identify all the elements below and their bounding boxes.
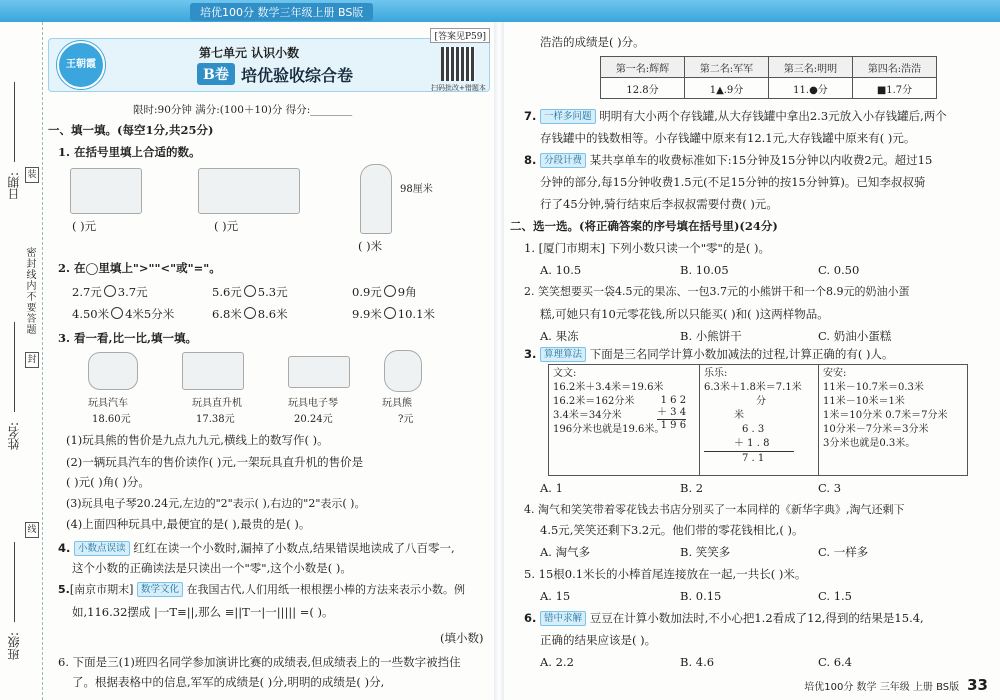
c2-text-2[interactable]: 糕,可她只有10元零花钱,所以只能买( )和( )这两样物品。 bbox=[540, 307, 829, 321]
q3-sub-2[interactable]: (2)一辆玩具汽车的售价读作( )元,一架玩具直升机的售价是 bbox=[66, 455, 364, 469]
date-line bbox=[14, 82, 16, 162]
q2-row1-b[interactable] bbox=[212, 284, 288, 300]
toy-name-4: 玩具熊 bbox=[382, 398, 412, 409]
calc-digit: ＋ 3 4 bbox=[657, 407, 687, 418]
c5-text[interactable]: 5. 15根0.1米长的小棒首尾连接放在一起,一共长( )米。 bbox=[524, 567, 807, 581]
calc-digit: 1 6 2 bbox=[660, 395, 687, 406]
table-header: 第四名:浩浩 bbox=[853, 57, 937, 78]
table-cell: 12.8分 bbox=[601, 78, 685, 99]
q4-text-2[interactable]: 这个小数的正确读法是只读出一个"零",这个小数是( )。 bbox=[72, 561, 352, 575]
header-caption: 培优100分 数学三年级上册 BS版 bbox=[190, 3, 373, 21]
q5-source: [南京市期末] bbox=[69, 583, 134, 596]
q7-text: 明明有大小两个存钱罐,从大存钱罐中拿出2.3元放入小存钱罐后,两个 bbox=[599, 109, 947, 123]
calc-line: 6 . 3 bbox=[742, 424, 765, 435]
calc-lele bbox=[700, 365, 818, 475]
toy-car-image bbox=[88, 352, 138, 390]
q8-number: 8. bbox=[524, 153, 537, 167]
toy-helicopter-image bbox=[182, 352, 244, 390]
toy-price-1: 18.60元 bbox=[92, 414, 131, 425]
c3-text: 下面是三名同学计算小数加减法的过程,计算正确的有( )人。 bbox=[589, 347, 894, 361]
cmp-left: 5.6元 bbox=[212, 285, 242, 299]
cmp-right: 8.6米 bbox=[257, 307, 288, 321]
calc-line: 1米＝10分米 0.7米＝7分米 bbox=[823, 410, 948, 421]
calc-digit: 1 9 6 bbox=[660, 420, 687, 431]
toy-price-2: 17.38元 bbox=[196, 414, 235, 425]
vertical-calc bbox=[657, 395, 686, 432]
q6-text: 6. 下面是三(1)班四名同学参加演讲比赛的成绩表,但成绩表上的一些数字被挡住 bbox=[58, 655, 461, 669]
cmp-left: 9.9米 bbox=[352, 307, 382, 321]
q5-number: 5. bbox=[58, 583, 70, 596]
footer-text: 培优100分 数学 三年级 上册 BS版 bbox=[804, 682, 960, 693]
qr-code-icon[interactable] bbox=[441, 47, 475, 81]
paper-title: 培优验收综合卷 bbox=[241, 66, 354, 85]
page-number: 33 bbox=[967, 676, 988, 694]
right-page bbox=[510, 26, 972, 696]
table-header: 第一名:辉辉 bbox=[601, 57, 685, 78]
cmp-right: 9角 bbox=[397, 285, 417, 299]
c2-opt-b[interactable]: B. 小熊饼干 bbox=[680, 329, 742, 343]
table-header: 第三名:明明 bbox=[769, 57, 853, 78]
q8 bbox=[524, 152, 932, 168]
q8-text-2: 分钟的部分,每15分钟收费1.5元(不足15分钟的按15分钟算)。已知李叔叔骑 bbox=[540, 175, 926, 189]
table-cell: 1▲.9分 bbox=[685, 78, 769, 99]
c1-opt-b[interactable]: B. 10.05 bbox=[680, 263, 729, 277]
calc-wenwen bbox=[549, 365, 699, 475]
score-table bbox=[600, 56, 937, 99]
q1-answer-2[interactable]: ( )元 bbox=[214, 219, 239, 233]
compare-circle[interactable] bbox=[384, 285, 396, 297]
c4-opt-a[interactable]: A. 淘气多 bbox=[540, 545, 591, 559]
calc-name: 乐乐: bbox=[704, 368, 728, 379]
calc-line: 6.3米＋1.8米＝7.1米 bbox=[704, 382, 802, 393]
compare-circle[interactable] bbox=[244, 285, 256, 297]
toy-bear-image bbox=[384, 350, 422, 392]
c3-opt-a[interactable]: A. 1 bbox=[540, 481, 563, 495]
class-label: 班级: bbox=[7, 632, 21, 661]
unit-title: 第七单元 认识小数 bbox=[199, 46, 300, 60]
money-image-2 bbox=[198, 168, 300, 214]
compare-circle[interactable] bbox=[244, 307, 256, 319]
q6-continued[interactable]: 浩浩的成绩是( )分。 bbox=[540, 35, 645, 49]
c6-text-2[interactable]: 正确的结果应该是( )。 bbox=[540, 633, 657, 647]
calc-box bbox=[548, 364, 968, 476]
q3-sub-2b[interactable]: ( )元( )角( )分。 bbox=[66, 475, 150, 489]
q2-row1-a[interactable] bbox=[72, 284, 148, 300]
c6-opt-b[interactable]: B. 4.6 bbox=[680, 655, 715, 669]
toy-name-1: 玩具汽车 bbox=[88, 398, 128, 409]
table-cell: 11.●分 bbox=[769, 78, 853, 99]
c5-opt-c[interactable]: C. 1.5 bbox=[818, 589, 852, 603]
c3-number: 3. bbox=[524, 347, 537, 361]
q8-chip: 分段计费 bbox=[540, 153, 586, 168]
cmp-right: 4米5分米 bbox=[125, 307, 175, 321]
c6-number: 6. bbox=[524, 611, 537, 625]
toy-name-3: 玩具电子琴 bbox=[288, 398, 338, 409]
calc-line: 16.2米＝162分米 bbox=[553, 396, 635, 407]
q7-number: 7. bbox=[524, 109, 537, 123]
c1-opt-a[interactable]: A. 10.5 bbox=[540, 263, 582, 277]
cmp-left: 0.9元 bbox=[352, 285, 382, 299]
cmp-right: 3.7元 bbox=[117, 285, 148, 299]
seal-note: 密封线内不要答题 bbox=[24, 247, 35, 335]
q3-sub-4[interactable]: (4)上面四种玩具中,最便宜的是( ),最贵的是( )。 bbox=[66, 517, 311, 531]
q8-text-3[interactable]: 行了45分钟,骑行结束后李叔叔需要付费( )元。 bbox=[540, 197, 778, 211]
title-banner bbox=[48, 38, 490, 92]
c5-opt-a[interactable]: A. 15 bbox=[540, 589, 571, 603]
c1-text[interactable]: 1. [厦门市期末] 下列小数只读一个"零"的是( )。 bbox=[524, 241, 770, 255]
calc-line: 米 bbox=[734, 410, 744, 421]
calc-unit: 分 bbox=[756, 396, 766, 407]
table-header: 第二名:军军 bbox=[685, 57, 769, 78]
c3-opt-b[interactable]: B. 2 bbox=[680, 481, 704, 495]
q1-answer-3[interactable]: ( )米 bbox=[358, 239, 383, 253]
q1-text: 1. 在括号里填上合适的数。 bbox=[58, 145, 201, 159]
seal-mark: 装 bbox=[25, 167, 39, 183]
q2-row2-c[interactable] bbox=[352, 306, 435, 322]
cmp-right: 5.3元 bbox=[257, 285, 288, 299]
c2-opt-c[interactable]: C. 奶油小蛋糕 bbox=[818, 329, 892, 343]
q3-sub-1[interactable]: (1)玩具熊的售价是九点九九元,横线上的数写作( )。 bbox=[66, 433, 329, 447]
c5-opt-b[interactable]: B. 0.15 bbox=[680, 589, 722, 603]
calc-name: 安安: bbox=[823, 368, 847, 379]
c6 bbox=[524, 610, 924, 626]
name-label: 姓名: bbox=[7, 422, 21, 451]
compare-circle[interactable] bbox=[384, 307, 396, 319]
calc-name: 文文: bbox=[553, 368, 577, 379]
seal-mark-3: 线 bbox=[25, 522, 39, 538]
calc-line: 10分米－7分米＝3分米 bbox=[823, 424, 929, 435]
q1-answer-1[interactable]: ( )元 bbox=[72, 219, 97, 233]
date-label: 日期: bbox=[7, 172, 21, 201]
toy-price-4: ?元 bbox=[398, 414, 414, 425]
q2-row2-a[interactable] bbox=[72, 306, 174, 322]
calc-line: 11米－10米＝1米 bbox=[823, 396, 905, 407]
q5 bbox=[58, 582, 465, 598]
c2-text: 2. 笑笑想要买一袋4.5元的果冻、一包3.7元的小熊饼干和一个8.9元的奶油小蛋 bbox=[524, 285, 910, 298]
c4-opt-c[interactable]: C. 一样多 bbox=[818, 545, 869, 559]
c6-chip: 错中求解 bbox=[540, 611, 586, 626]
seal-mark-2: 封 bbox=[25, 352, 39, 368]
q7 bbox=[524, 108, 947, 124]
cmp-left: 4.50米 bbox=[72, 307, 110, 321]
q4[interactable] bbox=[58, 540, 455, 556]
table-row bbox=[601, 78, 937, 99]
q5-text: 在我国古代,人们用纸一根根摆小棒的方法来表示小数。例 bbox=[186, 583, 465, 596]
toy-price-3: 20.24元 bbox=[294, 414, 333, 425]
left-page bbox=[48, 26, 488, 696]
brand-logo: 王朝霞 bbox=[57, 41, 105, 89]
paper-tag: B卷 bbox=[197, 63, 235, 85]
qr-caption: 扫码批改+错题本 bbox=[431, 84, 486, 92]
c3[interactable] bbox=[524, 346, 893, 362]
exam-meta: 限时:90分钟 满分:(100＋10)分 得分:________ bbox=[133, 104, 353, 116]
q4-chip: 小数点误读 bbox=[74, 541, 130, 556]
calc-line: 3分米也就是0.3米。 bbox=[823, 438, 916, 449]
c3-opt-c[interactable]: C. 3 bbox=[818, 481, 842, 495]
q2-row2-b[interactable] bbox=[212, 306, 288, 322]
c4-text-2[interactable]: 4.5元,笑笑还剩下3.2元。他们带的零花钱相比,( )。 bbox=[540, 523, 804, 537]
q7-chip: 一样多问题 bbox=[540, 109, 596, 124]
compare-circle[interactable] bbox=[104, 285, 116, 297]
q7-text-2[interactable]: 存钱罐中的钱数相等。小存钱罐中原来有12.1元,大存钱罐中原来有( )元。 bbox=[540, 131, 916, 145]
height-label: 98厘米 bbox=[400, 184, 433, 195]
c6-text: 豆豆在计算小数加法时,不小心把1.2看成了12,得到的结果是15.4, bbox=[589, 611, 924, 625]
q4-number: 4. bbox=[58, 541, 71, 555]
class-line bbox=[14, 542, 16, 622]
c6-opt-a[interactable]: A. 2.2 bbox=[540, 655, 574, 669]
c3-chip: 算理算法 bbox=[540, 347, 586, 362]
toy-keyboard-image bbox=[288, 356, 350, 388]
q4-text: 红红在读一个小数时,漏掉了小数点,结果错误地读成了八百零一, bbox=[133, 541, 455, 555]
q5-chip: 数学文化 bbox=[137, 582, 183, 597]
section-1-title: 一、填一填。(每空1分,共25分) bbox=[48, 123, 214, 137]
c1-opt-c[interactable]: C. 0.50 bbox=[818, 263, 860, 277]
q2-text: 2. 在◯里填上">""<"或"="。 bbox=[58, 261, 221, 275]
page-footer bbox=[804, 676, 988, 694]
page-gutter bbox=[494, 22, 504, 700]
binding-strip bbox=[0, 22, 43, 700]
q5-note: (填小数) bbox=[440, 631, 484, 645]
c2-opt-a[interactable]: A. 果冻 bbox=[540, 329, 579, 343]
table-header-row bbox=[601, 57, 937, 78]
table-cell: ■1.7分 bbox=[853, 78, 937, 99]
cmp-left: 6.8米 bbox=[212, 307, 242, 321]
q2-row1-c[interactable] bbox=[352, 284, 417, 300]
toy-name-2: 玩具直升机 bbox=[192, 398, 242, 409]
calc-line: ＋ 1 . 8 bbox=[704, 437, 794, 452]
boy-figure-image bbox=[360, 164, 392, 234]
c4-text: 4. 淘气和笑笑带着零花钱去书店分别买了一本同样的《新华字典》,淘气还剩下 bbox=[524, 503, 905, 516]
money-image-1 bbox=[70, 168, 142, 214]
c6-opt-c[interactable]: C. 6.4 bbox=[818, 655, 852, 669]
q6-text-2[interactable]: 了。根据表格中的信息,军军的成绩是( )分,明明的成绩是( )分, bbox=[72, 675, 385, 689]
compare-circle[interactable] bbox=[111, 307, 123, 319]
calc-line: 3.4米＝34分米 bbox=[553, 410, 622, 421]
q5-text-2[interactable]: 如,116.32摆成 |一T≡||,那么 ≡||T一|一||||| =( )。 bbox=[72, 605, 334, 619]
calc-line: 16.2米＋3.4米＝19.6米 bbox=[553, 382, 664, 393]
calc-line: 7 . 1 bbox=[742, 453, 765, 464]
answer-ref: [答案见P59] bbox=[430, 28, 490, 43]
q8-text: 某共享单车的收费标准如下:15分钟及15分钟以内收费2元。超过15 bbox=[589, 153, 933, 167]
q3-sub-3[interactable]: (3)玩具电子琴20.24元,左边的"2"表示( ),右边的"2"表示( )。 bbox=[66, 497, 366, 510]
cmp-left: 2.7元 bbox=[72, 285, 102, 299]
calc-anan bbox=[819, 365, 967, 475]
calc-line: 11米－10.7米＝0.3米 bbox=[823, 382, 924, 393]
q3-text: 3. 看一看,比一比,填一填。 bbox=[58, 331, 198, 345]
calc-line: 196分米也就是19.6米。 bbox=[553, 424, 665, 435]
cmp-right: 10.1米 bbox=[397, 307, 435, 321]
name-line bbox=[14, 322, 16, 412]
c4-opt-b[interactable]: B. 笑笑多 bbox=[680, 545, 731, 559]
section-2-title: 二、选一选。(将正确答案的序号填在括号里)(24分) bbox=[510, 219, 778, 233]
top-bar bbox=[0, 0, 1000, 22]
